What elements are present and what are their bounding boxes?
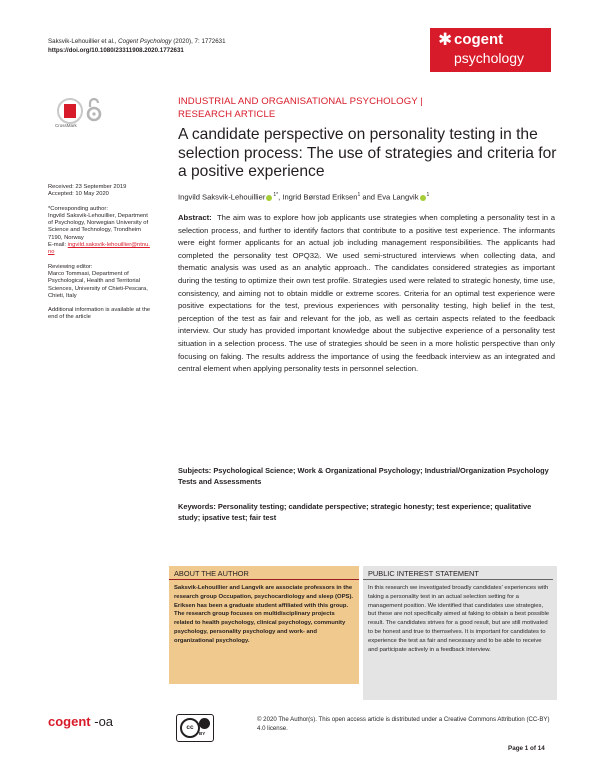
cc-by-license-icon[interactable] [176, 714, 214, 742]
author-name[interactable]: , Ingrid Børstad Eriksen [278, 192, 358, 202]
email-label: E-mail: [48, 242, 67, 249]
public-interest-body: In this research we investigated broadly candidates' experiences with taking a personality test in an actual selection setting for a management position. We identified that candidates use strategies, but these are not specifically aimed at faking to obtain a best possible result. The candidates strives for a good result, but are still motivated to be honest and true to themselves. It is important for candidates to experience the test as fair and necessary and to be able to receive and participate actively in a feedback interview. [368, 585, 550, 653]
citation-volume: (2020), 7: 1772631 [173, 38, 226, 45]
by-person-icon [199, 718, 210, 729]
about-author-heading: ABOUT THE AUTHOR [169, 566, 359, 580]
cogent-oa-suffix: oa [98, 714, 114, 729]
reviewing-body: Marco Tommasi, Department of Psychological, Health and Territorial Sciences, University of Chieti-Pescara, Chieti, Italy [48, 270, 148, 299]
journal-logo[interactable] [430, 28, 551, 72]
orcid-icon[interactable] [420, 195, 426, 201]
public-interest-heading: PUBLIC INTEREST STATEMENT [363, 566, 553, 580]
doi-link[interactable]: https://doi.org/10.1080/23311908.2020.1772631 [48, 47, 184, 54]
cogent-oa-brand: cogent [48, 714, 91, 729]
author-list [178, 192, 429, 202]
by-label: BY [199, 731, 206, 736]
received-date: Received: 23 September 2019 [48, 184, 127, 190]
logo-brand: cogent [454, 31, 504, 48]
cc-icon: cc [180, 718, 200, 738]
crossmark-inner-icon [64, 104, 76, 118]
email-link[interactable]: ingvild.saksvik-lehouillier@ntnu.no [48, 242, 150, 256]
corresponding-heading: *Corresponding author: [48, 205, 108, 212]
section-heading: INDUSTRIAL AND ORGANISATIONAL PSYCHOLOGY | RESEARCH ARTICLE [178, 96, 423, 120]
subjects: Subjects: Psychological Science; Work & Organizational Psychology; Industrial/Organization Psychology Tests and Assessments [178, 466, 549, 486]
reviewing-heading: Reviewing editor: [48, 263, 93, 270]
author-name[interactable]: Ingvild Saksvik-Lehouillier [178, 192, 266, 202]
abstract [178, 212, 555, 376]
article-title: A candidate perspective on personality testing in the selection process: The use of strategies and criteria for a positive experience [178, 126, 557, 180]
about-author-body: Saksvik-Lehouillier and Langvik are associate professors in the research group Occupation, psychocardiology and sleep (OPS). Eriksen has been a graduate student affiliated with this group. The research group focuses on multidisciplinary projects related to health psychology, clinical psychology, community psychology, personality psychology and work- and organizational psychology. [174, 585, 354, 644]
author-affiliation: 1 [357, 192, 361, 198]
license-text: © 2020 The Author(s). This open access article is distributed under a Creative Commons Attribution (CC-BY) 4.0 license. [257, 716, 550, 732]
keywords: Keywords: Personality testing; candidate perspective; strategic honesty; test experience; qualitative study; ipsative test; fair test [178, 502, 532, 522]
page-number: Page 1 of 14 [508, 745, 545, 752]
abstract-text: The aim was to explore how job applicants use strategies when completing a personality test in a selection process, and further to identify factors that contribute to a positive test experience. The informants were eight former applicants for an actual job including management responsibilities. The applicants had completed the personality test OPQ32ᵢ. We used semi-structured interviews when collecting data, and thematic analysis was used as an analytic approach.. The candidates considered strategies as important during the testing to optimize their own test profile. Strategies used were related to strategic honesty, time use, consistency, and aiming not to obtain middle or extreme scores. Criteria for an optimal test experience were positive expectations for the test, previous experiences with personality testing, high belief in the test, perception of the test as fair and relevant for the job, as well as certain aspects related to the feedback interview. Our study has provided important knowledge about the subjective experience of a personality test situation in a selection process. The use of strategies should be seen in a more holistic perspective than only focusing on faking. The results address the importance of using the feedback interview as an integrated and central element when applying personality tests in personnel selection. [178, 213, 555, 374]
cogent-star-icon: ✱ [438, 30, 453, 49]
about-author-box [169, 566, 359, 684]
abstract-label: Abstract: [178, 213, 212, 222]
open-access-icon [86, 97, 102, 123]
accepted-date: Accepted: 10 May 2020 [48, 191, 109, 198]
author-affiliation: 1* [273, 192, 279, 198]
crossmark-icon[interactable] [57, 98, 83, 124]
sidebar [48, 184, 152, 322]
email-line [48, 242, 152, 257]
cogent-oa-logo[interactable]: cogent -oa [48, 714, 114, 729]
public-interest-box [363, 566, 557, 700]
corresponding-body: Ingvild Saksvik-Lehouillier, Department of Psychology, Norwegian University of Science and Technology, Trondheim 7190, Norway [48, 212, 149, 241]
crossmark-label: CrossMark [55, 123, 77, 128]
citation-journal: Cogent Psychology [118, 38, 172, 45]
citation-authors: Saksvik-Lehouillier et al., [48, 38, 117, 45]
author-affiliation: 1 [426, 192, 430, 198]
additional-info: Additional information is available at the end of the article [48, 307, 151, 321]
orcid-icon[interactable] [266, 195, 272, 201]
citation-line [48, 37, 226, 46]
logo-subject: psychology [454, 50, 525, 66]
citation [48, 37, 226, 55]
author-name[interactable]: and Eva Langvik [360, 192, 419, 202]
